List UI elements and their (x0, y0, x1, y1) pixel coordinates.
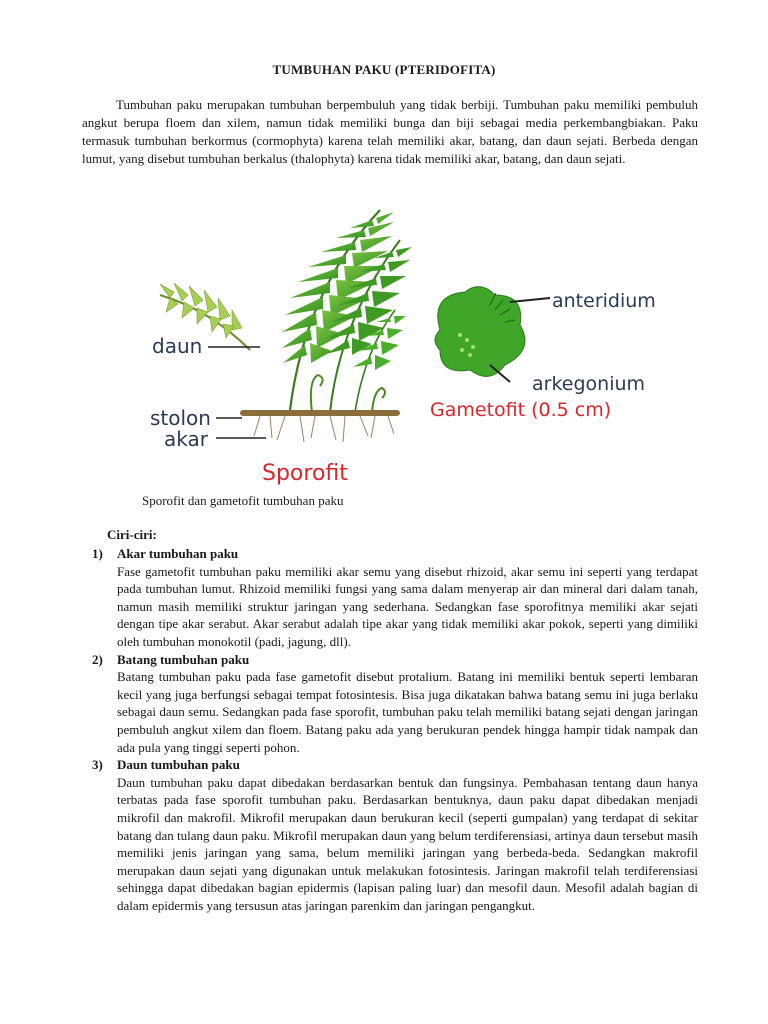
list-item-body: Daun tumbuhan paku dapat dibedakan berdasarkan bentuk dan fungsinya. Pembahasan tentang daun hanya terbatas pada fase sporofit tumbuhan paku. Berdasarkan bentuknya, daun paku dapat dibedakan menjadi mikrofil dan makrofil. Mikrofil merupakan daun berukuran kecil (seperti gumpalan) yang terdapat di sekitar batang dan tulang daun paku. Mikrofil merupakan daun yang belum terdiferensiasi, artinya daun tersebut masih memiliki jenis jaringan yang sama, belum memiliki jaringan yang berbeda-beda. Sedangkan makrofil merupakan daun sejati yang digunakan untuk melakukan fotosintesis. Jaringan makrofil telah terdiferensiasi sehingga dapat dibedakan bagian epidermis (lapisan paling luar) dan mesofil daun. Mesofil adalah bagian di dalam epidermis yang tersusun atas jaringan parenkim dan jaringan pengangkut. (117, 774, 698, 913)
fern-illustration (140, 200, 680, 490)
list-item (92, 756, 698, 914)
label-arkegonium: arkegonium (532, 373, 646, 395)
label-akar: akar (164, 427, 208, 451)
label-stolon: stolon (150, 406, 211, 430)
list-item-number: 3) (92, 757, 103, 773)
label-daun: daun (152, 334, 203, 358)
label-gametofit: Gametofit (0.5 cm) (430, 399, 612, 421)
list-item-title: Daun tumbuhan paku (117, 757, 240, 773)
figure-caption: Sporofit dan gametofit tumbuhan paku (142, 493, 344, 508)
list-item-title: Akar tumbuhan paku (117, 546, 239, 561)
list-item-title: Batang tumbuhan paku (117, 651, 250, 667)
list-item (92, 545, 698, 651)
ciri-list (92, 545, 698, 914)
list-item (92, 651, 698, 757)
list-item-body: Batang tumbuhan paku pada fase gametofit disebut protalium. Batang ini memiliki bentuk seperti lembaran kecil yang juga berfungsi sebagai tempat fotosintesis. Bisa juga dikatakan bahwa batang semu ini juga berlaku sebagai daun semu. Sedangkan pada fase sporofit, tumbuhan paku telah memiliki batang sejati dengan jaringan pembuluh angkut xilem dan floem. Batang paku ada yang berukuran pendek hingga hampir tidak nampak dan ada pula yang tinggi seperti pohon. (117, 669, 698, 755)
list-item-heading (92, 756, 698, 774)
gametofit-drawing (435, 287, 550, 382)
list-item-heading (92, 651, 698, 669)
intro-paragraph: Tumbuhan paku merupakan tumbuhan berpembuluh yang tidak berbiji. Tumbuhan paku memiliki pembuluh angkut berupa floem dan xilem, namun tidak memiliki bunga dan biji sebagai media perkembangbiakan. Paku termasuk tumbuhan berkormus (cormophyta) karena telah memiliki akar, batang, dan daun sejati. Berbeda dengan lumut, yang disebut tumbuhan berkalus (thalophyta) karena tidak memiliki akar, batang, dan daun sejati. (82, 97, 698, 166)
list-item-heading (92, 545, 698, 563)
document-title: TUMBUHAN PAKU (PTERIDOFITA) (272, 62, 496, 77)
list-item-number: 1) (92, 546, 103, 561)
list-item-number: 2) (92, 651, 103, 667)
ciri-heading: Ciri-ciri: (107, 527, 157, 542)
label-sporofit: Sporofit (262, 461, 348, 486)
list-item-body: Fase gametofit tumbuhan paku memiliki akar semu yang disebut rhizoid, akar semu ini seperti yang terdapat pada tumbuhan lumut. Rhizoid memiliki fungsi yang sama dalam menyerap air dan mineral dari dalam tanah, namun masih memiliki struktur jaringan yang sederhana. Sedangkan fase sporofitnya memiliki akar sejati dengan tipe akar serabut. Akar serabut adalah tipe akar yang tidak memiliki akar pokok, seperti yang dimiliki oleh tumbuhan monokotil (padi, jagung, dll). (117, 563, 698, 649)
label-anteridium: anteridium (552, 290, 656, 312)
